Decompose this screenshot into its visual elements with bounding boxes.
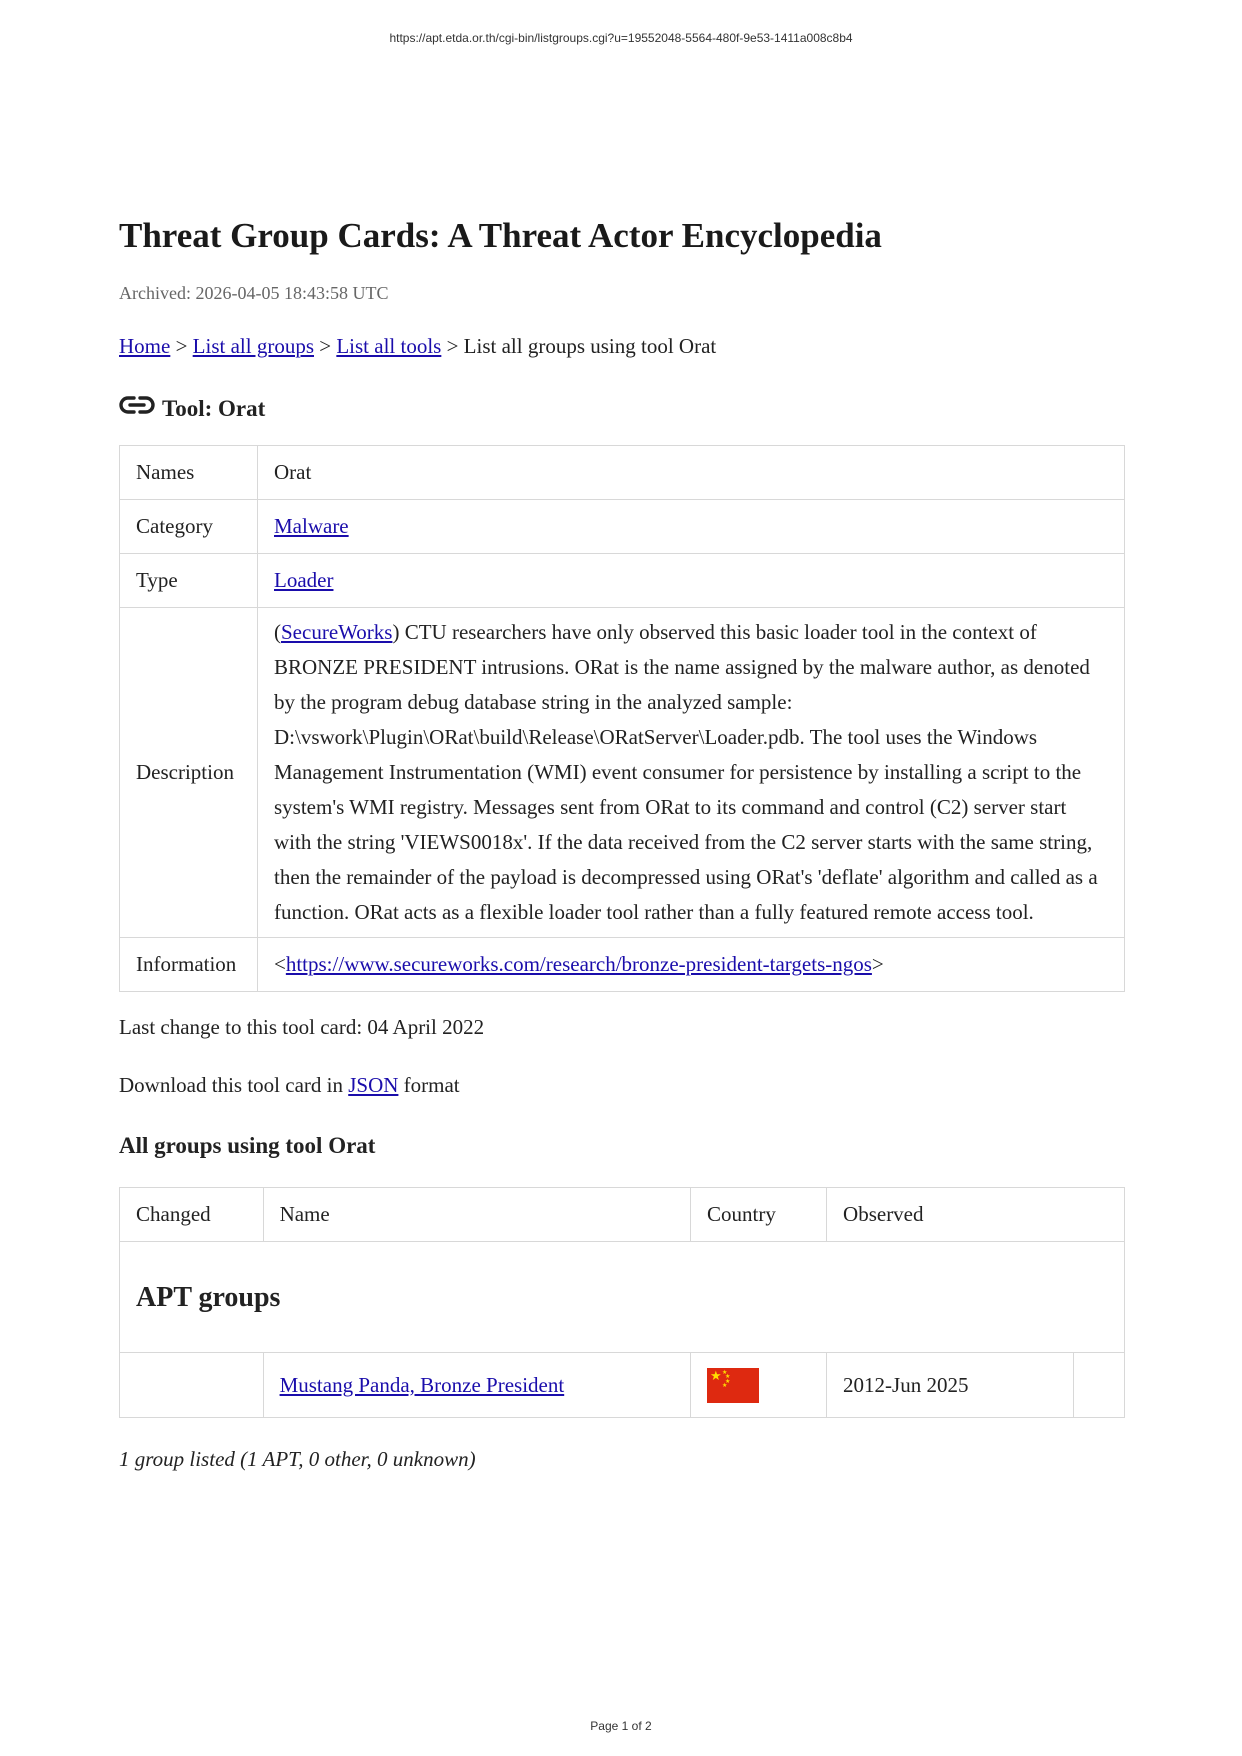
table-row xyxy=(120,554,1125,608)
breadcrumb-separator: > xyxy=(170,334,193,358)
json-download-link[interactable]: JSON xyxy=(348,1073,399,1097)
description-open-paren: ( xyxy=(274,620,281,644)
breadcrumb-separator: > xyxy=(314,334,337,358)
section-cell xyxy=(120,1242,1125,1353)
information-link[interactable]: https://www.secureworks.com/research/bronze-president-targets-ngos xyxy=(285,952,872,976)
description-cell xyxy=(258,608,1125,938)
breadcrumb-groups-link[interactable]: List all groups xyxy=(192,334,314,358)
table-header-row xyxy=(120,1188,1125,1242)
group-link-mustang-panda[interactable]: Mustang Panda, Bronze President xyxy=(279,1372,565,1397)
information-label: Information xyxy=(120,938,258,992)
names-value: Orat xyxy=(258,446,1125,500)
information-close: > xyxy=(871,952,884,976)
section-heading-apt-groups: APT groups xyxy=(136,1281,281,1313)
breadcrumb-current: > List all groups using tool Orat xyxy=(441,334,717,358)
tool-info-table xyxy=(119,445,1125,992)
breadcrumb xyxy=(119,331,1125,361)
page-url: https://apt.etda.or.th/cgi-bin/listgroups.cgi?u=19552048-5564-480f-9e53-1411a008c8b4 xyxy=(389,31,853,45)
type-label: Type xyxy=(120,554,258,608)
page-number: Page 1 of 2 xyxy=(590,1719,652,1733)
section-row xyxy=(120,1242,1125,1353)
extra-cell xyxy=(1074,1353,1125,1418)
category-label: Category xyxy=(120,500,258,554)
groups-table xyxy=(119,1187,1125,1418)
column-header-changed: Changed xyxy=(120,1188,264,1242)
archived-timestamp: Archived: 2026-04-05 18:43:58 UTC xyxy=(119,283,389,303)
category-link[interactable]: Malware xyxy=(274,514,349,538)
table-row xyxy=(120,1353,1125,1418)
last-change-text: Last change to this tool card: 04 April 2022 xyxy=(119,1015,485,1039)
table-row xyxy=(120,938,1125,992)
column-header-observed: Observed xyxy=(827,1188,1125,1242)
country-cell xyxy=(691,1353,827,1418)
tool-heading: Tool: Orat xyxy=(162,396,266,421)
description-source-link[interactable]: SecureWorks xyxy=(281,620,393,644)
category-cell xyxy=(258,500,1125,554)
column-header-country: Country xyxy=(691,1188,827,1242)
tool-heading-row xyxy=(119,392,1125,426)
breadcrumb-tools-link[interactable]: List all tools xyxy=(336,334,442,358)
download-line xyxy=(119,1070,1125,1100)
breadcrumb-home-link[interactable]: Home xyxy=(119,334,171,358)
information-open: < xyxy=(274,952,286,976)
download-suffix: format xyxy=(398,1073,460,1097)
information-cell xyxy=(258,938,1125,992)
observed-cell: 2012-Jun 2025 xyxy=(827,1353,1074,1418)
description-label: Description xyxy=(120,608,258,938)
download-prefix: Download this tool card in xyxy=(119,1073,349,1097)
page-title: Threat Group Cards: A Threat Actor Encyclopedia xyxy=(119,216,882,255)
groups-summary: 1 group listed (1 APT, 0 other, 0 unknown) xyxy=(119,1447,476,1471)
type-link[interactable]: Loader xyxy=(274,568,334,592)
type-cell xyxy=(258,554,1125,608)
table-row xyxy=(120,500,1125,554)
changed-cell xyxy=(120,1353,264,1418)
main-content xyxy=(119,212,1125,1474)
description-text: ) CTU researchers have only observed this basic loader tool in the context of BRONZE PRESIDENT intrusions. ORat is the name assigned by the malware author, as denoted by the program debug database string in the analyzed sample: D:\vswork\Plugin\ORat\build\Release\ORatServer\Loader.pdb. The tool uses the Windows Management Instrumentation (WMI) event consumer for persistence by installing a script to the system's WMI registry. Messages sent from ORat to its command and control (C2) server start with the string 'VIEWS0018x'. If the data received from the C2 server starts with the same string, then the remainder of the payload is decompressed using ORat's 'deflate' algorithm and called as a function. ORat acts as a flexible loader tool rather than a fully featured remote access tool. xyxy=(274,620,1098,924)
group-name-cell xyxy=(263,1353,690,1418)
link-icon xyxy=(119,394,155,416)
table-row xyxy=(120,608,1125,938)
groups-heading: All groups using tool Orat xyxy=(119,1133,376,1158)
names-label: Names xyxy=(120,446,258,500)
china-flag-icon: ★ ★ ★ ★ ★ xyxy=(707,1368,759,1403)
column-header-name: Name xyxy=(263,1188,690,1242)
table-row xyxy=(120,446,1125,500)
